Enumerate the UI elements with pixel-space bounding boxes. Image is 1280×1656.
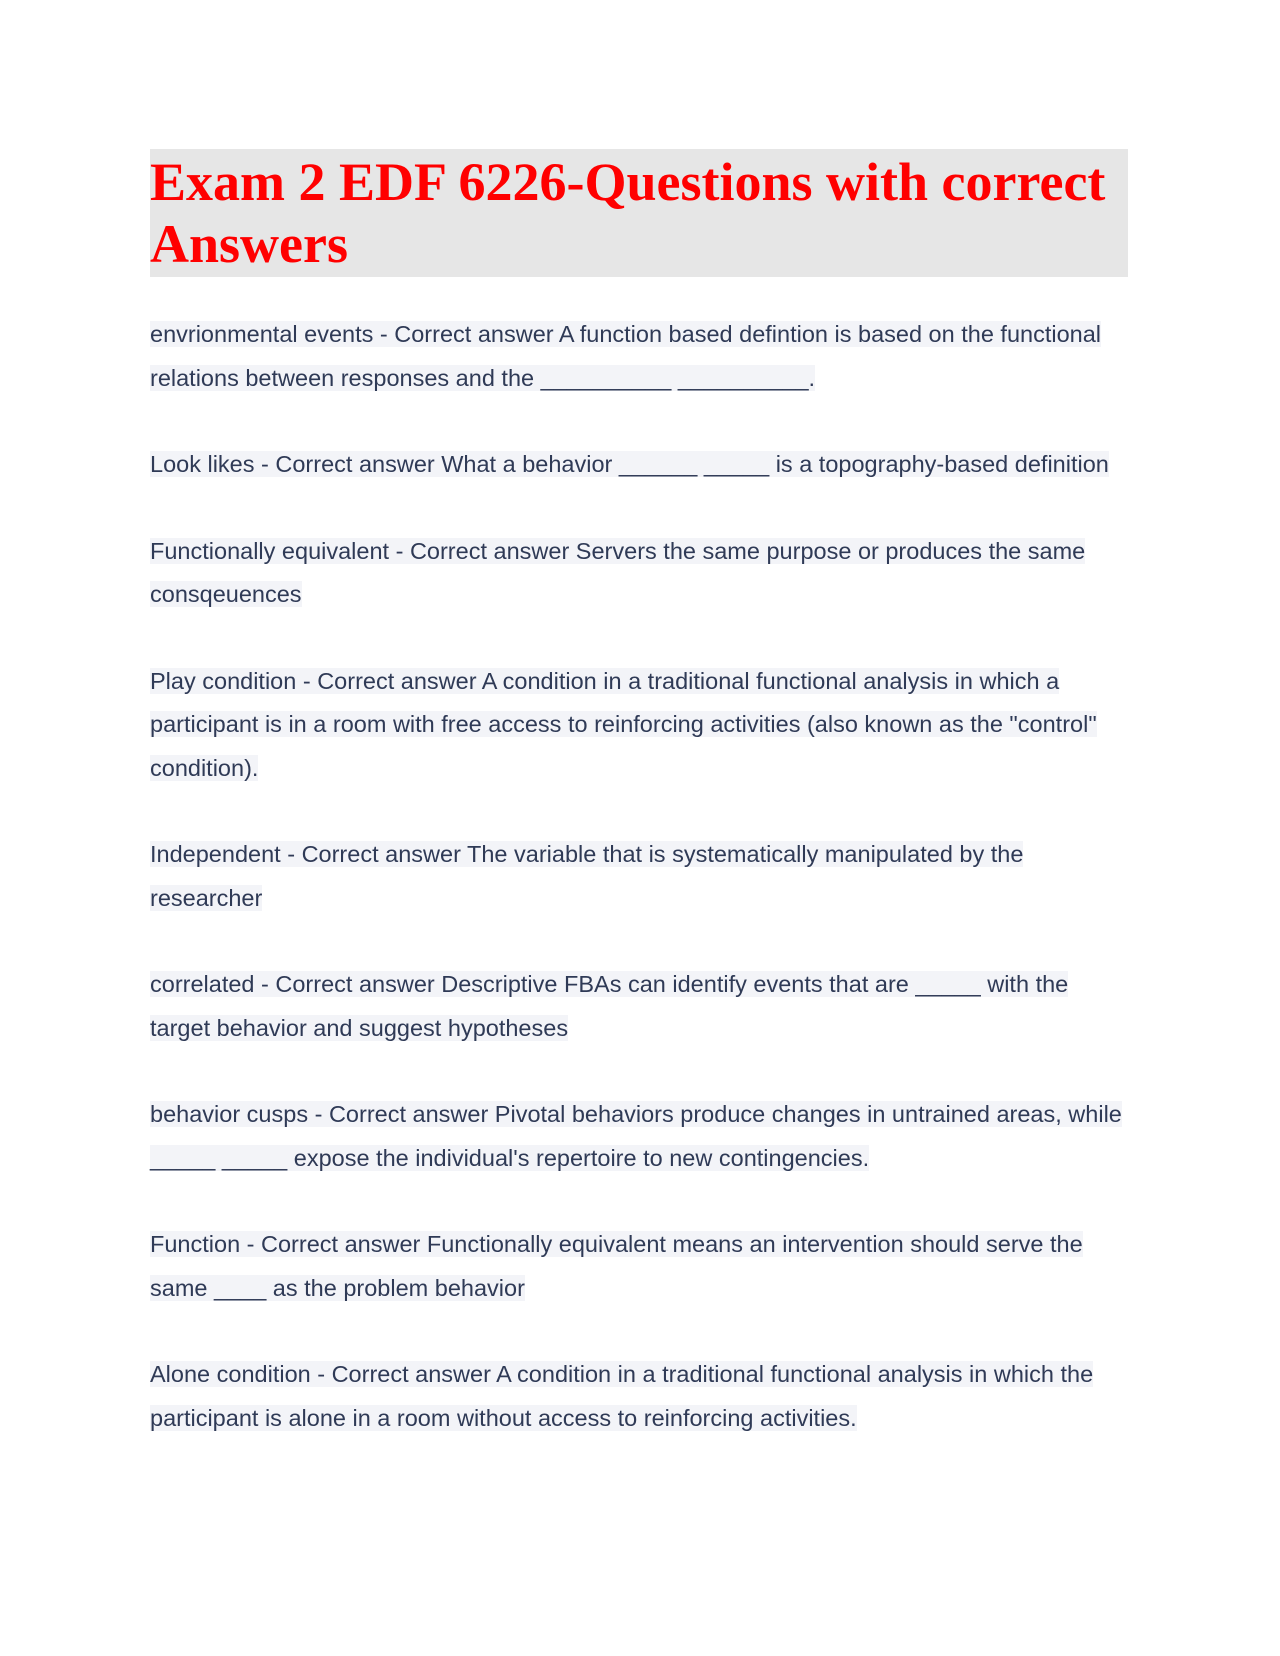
- qa-item: [150, 833, 1128, 920]
- qa-item-text: correlated - Correct answer Descriptive FBAs can identify events that are _____ with the target behavior and suggest hypotheses: [150, 971, 1069, 1041]
- qa-item-text: envrionmental events - Correct answer A function based defintion is based on the functional relations between responses and the __________ __________.: [150, 321, 1102, 391]
- qa-item-text: Look likes - Correct answer What a behavior ______ _____ is a topography-based definition: [150, 451, 1109, 477]
- qa-item: [150, 1353, 1128, 1440]
- qa-item-text: Alone condition - Correct answer A condition in a traditional functional analysis in which the participant is alone in a room without access to reinforcing activities.: [150, 1361, 1094, 1431]
- qa-item: [150, 1093, 1128, 1180]
- qa-item: [150, 1223, 1128, 1310]
- qa-item-text: behavior cusps - Correct answer Pivotal behaviors produce changes in untrained areas, while _____ _____ expose the individual's repertoire to new contingencies.: [150, 1101, 1122, 1171]
- qa-item: [150, 530, 1128, 617]
- page-title: Exam 2 EDF 6226-Questions with correct Answers: [150, 152, 1106, 274]
- qa-item-text: Play condition - Correct answer A condition in a traditional functional analysis in which a participant is in a room with free access to reinforcing activities (also known as the "control" condition).: [150, 667, 1097, 781]
- document-page: [150, 149, 1128, 1483]
- qa-item: [150, 313, 1128, 400]
- qa-list: [150, 313, 1128, 1440]
- qa-item: [150, 443, 1128, 487]
- qa-item-text: Function - Correct answer Functionally equivalent means an intervention should serve the same ____ as the problem behavior: [150, 1231, 1083, 1301]
- qa-item: [150, 963, 1128, 1050]
- qa-item-text: Independent - Correct answer The variable that is systematically manipulated by the researcher: [150, 841, 1024, 911]
- title-block: [150, 149, 1128, 277]
- qa-item: [150, 660, 1128, 791]
- qa-item-text: Functionally equivalent - Correct answer Servers the same purpose or produces the same consqeuences: [150, 537, 1086, 607]
